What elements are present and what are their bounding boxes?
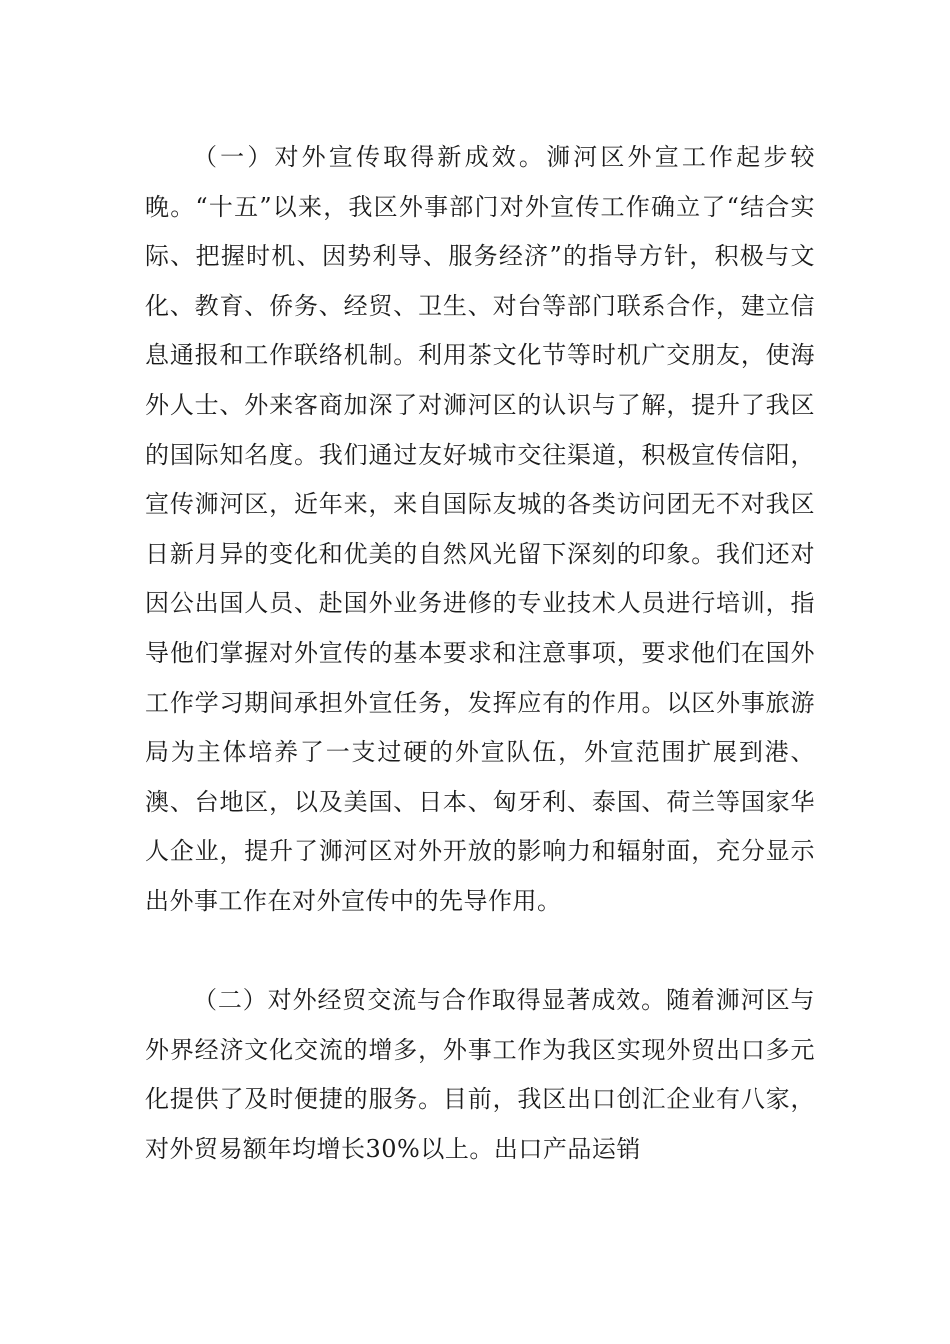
paragraph-foreign-publicity: （一）对外宣传取得新成效。浉河区外宣工作起步较晚。“十五”以来，我区外事部门对外宣传工作确立了“结合实际、把握时机、因势利导、服务经济”的指导方针，积极与文化、教育、侨务、经贸、卫生、对台等部门联系合作，建立信息通报和工作联络机制。利用茶文化节等时机广交朋友，使海外人士、外来客商加深了对浉河区的认识与了解，提升了我区的国际知名度。我们通过友好城市交往渠道，积极宣传信阳，宣传浉河区，近年来，来自国际友城的各类访问团无不对我区日新月异的变化和优美的自然风光留下深刻的印象。我们还对因公出国人员、赴国外业务进修的专业技术人员进行培训，指导他们掌握对外宣传的基本要求和注意事项，要求他们在国外工作学习期间承担外宣任务，发挥应有的作用。以区外事旅游局为主体培养了一支过硬的外宣队伍，外宣范围扩展到港、澳、台地区，以及美国、日本、匈牙利、泰国、荷兰等国家华人企业，提升了浉河区对外开放的影响力和辐射面，充分显示出外事工作在对外宣传中的先导作用。	[145, 143, 815, 915]
paragraph-foreign-trade: （二）对外经贸交流与合作取得显著成效。随着浉河区与外界经济文化交流的增多，外事工作为我区实现外贸出口多元化提供了及时便捷的服务。目前，我区出口创汇企业有八家，对外贸易额年均增长30%以上。出口产品运销	[145, 986, 815, 1163]
